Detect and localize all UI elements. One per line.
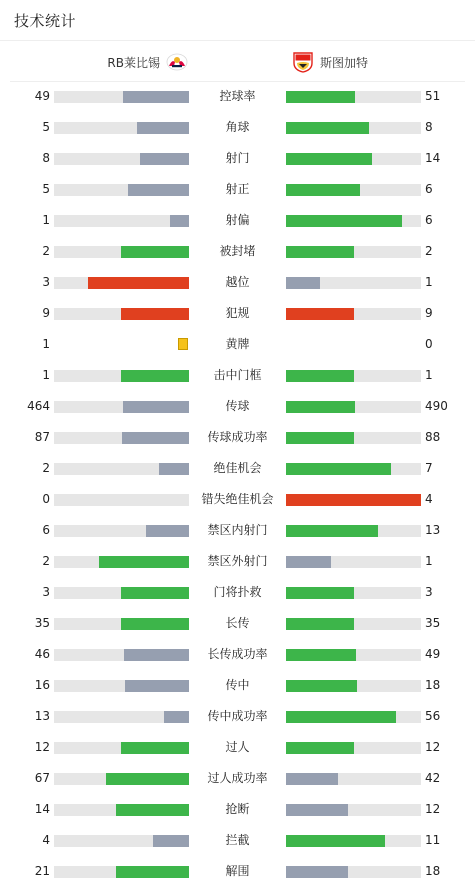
away-value: 49 (425, 647, 441, 661)
stat-row (0, 825, 475, 856)
home-bar-track (54, 463, 189, 475)
home-bar-fill (124, 649, 189, 661)
home-bar-track (54, 277, 189, 289)
home-value: 1 (42, 368, 50, 382)
away-bar-fill (286, 525, 378, 537)
home-bar-fill (146, 525, 189, 537)
away-value: 7 (425, 461, 433, 475)
home-value: 2 (42, 461, 50, 475)
away-value: 1 (425, 554, 433, 568)
home-bar-fill (137, 122, 189, 134)
away-bar-track (286, 556, 421, 568)
away-team-name: 斯图加特 (320, 55, 369, 70)
stat-row (0, 81, 475, 112)
stat-label: 过人 (225, 740, 250, 754)
home-bar-track (54, 432, 189, 444)
stat-row (0, 236, 475, 267)
stat-row (0, 608, 475, 639)
home-value: 4 (42, 833, 50, 847)
stat-row (0, 763, 475, 794)
stat-label: 过人成功率 (207, 771, 268, 785)
home-value: 5 (42, 120, 50, 134)
away-bar-track (286, 432, 421, 444)
away-bar-fill (286, 804, 348, 816)
home-bar-fill (123, 401, 189, 413)
home-value: 14 (34, 802, 50, 816)
away-bar-track (286, 773, 421, 785)
yellow-card-icon (178, 338, 188, 350)
away-bar-track (286, 215, 421, 227)
stat-row (0, 732, 475, 763)
home-bar-fill (116, 866, 189, 878)
home-value: 2 (42, 244, 50, 258)
away-bar-fill (286, 835, 385, 847)
home-bar-fill (121, 370, 189, 382)
away-value: 88 (425, 430, 441, 444)
away-value: 6 (425, 213, 433, 227)
away-value: 8 (425, 120, 433, 134)
stat-label: 控球率 (219, 89, 256, 103)
home-bar-track (54, 184, 189, 196)
stat-row (0, 794, 475, 825)
home-bar-track (54, 91, 189, 103)
home-value: 1 (42, 337, 50, 351)
away-value: 11 (425, 833, 441, 847)
away-bar-fill (286, 153, 372, 165)
home-bar-fill (140, 153, 189, 165)
stat-row (0, 267, 475, 298)
stat-row (0, 174, 475, 205)
stat-label: 被封堵 (219, 244, 256, 258)
home-value: 3 (42, 275, 50, 289)
home-bar-fill (164, 711, 189, 723)
home-bar-track (54, 773, 189, 785)
stat-label: 角球 (225, 120, 250, 134)
away-bar-fill (286, 463, 391, 475)
home-bar-fill (159, 463, 189, 475)
stat-label: 禁区外射门 (207, 554, 268, 568)
away-bar-track (286, 494, 421, 506)
away-value: 12 (425, 802, 441, 816)
home-bar-fill (121, 587, 189, 599)
away-bar-track (286, 308, 421, 320)
away-value: 18 (425, 678, 441, 692)
stat-row (0, 422, 475, 453)
away-bar-track (286, 587, 421, 599)
stat-row (0, 515, 475, 546)
home-bar-fill (123, 91, 189, 103)
home-bar-track (54, 866, 189, 878)
home-bar-track (54, 556, 189, 568)
home-value: 1 (42, 213, 50, 227)
section-header (0, 0, 475, 41)
away-value: 42 (425, 771, 441, 785)
away-value: 51 (425, 89, 441, 103)
away-bar-fill (286, 711, 396, 723)
stat-label: 黄牌 (225, 337, 250, 351)
stat-label: 射正 (225, 182, 250, 196)
stat-row (0, 329, 475, 360)
away-bar-fill (286, 649, 356, 661)
away-value: 56 (425, 709, 441, 723)
stat-label: 射偏 (225, 213, 250, 227)
away-bar-track (286, 122, 421, 134)
away-value: 14 (425, 151, 441, 165)
home-bar-fill (128, 184, 189, 196)
home-bar-fill (106, 773, 189, 785)
stat-row (0, 639, 475, 670)
away-value: 35 (425, 616, 441, 630)
away-bar-track (286, 711, 421, 723)
away-bar-fill (286, 122, 369, 134)
away-bar-fill (286, 215, 402, 227)
stat-row (0, 453, 475, 484)
home-bar-fill (116, 804, 189, 816)
stat-label: 传球成功率 (207, 430, 268, 444)
stat-label: 犯规 (225, 306, 250, 320)
home-bar-track (54, 649, 189, 661)
home-bar-fill (122, 432, 189, 444)
stat-label: 抢断 (225, 802, 250, 816)
stat-label: 绝佳机会 (213, 461, 262, 475)
away-bar-track (286, 246, 421, 258)
home-bar-track (54, 742, 189, 754)
away-bar-track (286, 91, 421, 103)
away-team[interactable] (292, 51, 368, 73)
away-bar-track (286, 401, 421, 413)
away-value: 18 (425, 864, 441, 878)
stat-label: 击中门框 (213, 368, 262, 382)
stat-row (0, 391, 475, 422)
stat-label: 长传成功率 (207, 647, 268, 661)
home-value: 12 (34, 740, 50, 754)
stat-label: 门将扑救 (213, 585, 262, 599)
away-bar-track (286, 525, 421, 537)
away-bar-fill (286, 277, 320, 289)
away-bar-track (286, 370, 421, 382)
stat-label: 传中成功率 (207, 709, 268, 723)
away-value: 6 (425, 182, 433, 196)
away-bar-track (286, 277, 421, 289)
away-value: 0 (425, 337, 433, 351)
home-value: 46 (34, 647, 50, 661)
teams-header (10, 41, 465, 82)
away-bar-fill (286, 432, 354, 444)
away-value: 13 (425, 523, 441, 537)
away-bar-fill (286, 556, 331, 568)
away-bar-fill (286, 742, 354, 754)
section-title: 技术统计 (14, 12, 77, 30)
home-bar-track (54, 835, 189, 847)
away-bar-fill (286, 773, 338, 785)
away-value: 9 (425, 306, 433, 320)
stat-row (0, 546, 475, 577)
home-bar-fill (121, 742, 189, 754)
home-bar-track (54, 680, 189, 692)
away-bar-fill (286, 494, 421, 506)
home-bar-track (54, 215, 189, 227)
home-bar-fill (121, 308, 189, 320)
stat-row (0, 143, 475, 174)
home-value: 67 (34, 771, 50, 785)
home-value: 9 (42, 306, 50, 320)
away-bar-track (286, 618, 421, 630)
home-bar-fill (121, 618, 189, 630)
stat-row (0, 856, 475, 887)
home-value: 87 (34, 430, 50, 444)
vfb-stuttgart-logo-icon (292, 51, 314, 73)
stats-list (0, 81, 475, 887)
away-bar-track (286, 153, 421, 165)
away-bar-track (286, 835, 421, 847)
stat-row (0, 577, 475, 608)
home-bar-fill (99, 556, 189, 568)
away-value: 2 (425, 244, 433, 258)
stat-label: 射门 (225, 151, 250, 165)
home-bar-track (54, 153, 189, 165)
home-bar-track (54, 246, 189, 258)
home-value: 5 (42, 182, 50, 196)
stat-label: 长传 (225, 616, 250, 630)
away-bar-fill (286, 184, 360, 196)
stat-label: 传中 (225, 678, 250, 692)
home-value: 6 (42, 523, 50, 537)
stat-row (0, 484, 475, 515)
stat-row (0, 205, 475, 236)
home-bar-fill (170, 215, 189, 227)
away-value: 3 (425, 585, 433, 599)
home-bar-track (54, 401, 189, 413)
stat-label: 解围 (225, 864, 250, 878)
home-value: 49 (34, 89, 50, 103)
home-value: 21 (34, 864, 50, 878)
home-value: 35 (34, 616, 50, 630)
stat-label: 拦截 (225, 833, 250, 847)
stat-label: 越位 (225, 275, 250, 289)
away-bar-track (286, 866, 421, 878)
stat-row (0, 360, 475, 391)
away-bar-fill (286, 680, 357, 692)
away-value: 1 (425, 368, 433, 382)
home-value: 16 (34, 678, 50, 692)
away-bar-track (286, 742, 421, 754)
home-bar-track (54, 804, 189, 816)
home-bar-track (54, 122, 189, 134)
away-bar-track (286, 463, 421, 475)
home-bar-track (54, 618, 189, 630)
away-value: 490 (425, 399, 448, 413)
away-value: 4 (425, 492, 433, 506)
away-bar-fill (286, 308, 354, 320)
away-bar-track (286, 184, 421, 196)
home-value: 0 (42, 492, 50, 506)
rb-leipzig-logo-icon (166, 51, 188, 73)
home-bar-fill (153, 835, 189, 847)
home-value: 464 (27, 399, 50, 413)
home-value: 8 (42, 151, 50, 165)
away-bar-fill (286, 370, 354, 382)
away-value: 12 (425, 740, 441, 754)
stat-row (0, 298, 475, 329)
stat-row (0, 670, 475, 701)
stat-label: 错失绝佳机会 (201, 492, 274, 506)
home-value: 13 (34, 709, 50, 723)
away-bar-fill (286, 246, 354, 258)
stat-label: 禁区内射门 (207, 523, 268, 537)
home-bar-track (54, 308, 189, 320)
home-bar-track (54, 711, 189, 723)
home-value: 2 (42, 554, 50, 568)
away-bar-track (286, 649, 421, 661)
away-bar-fill (286, 401, 355, 413)
stat-row (0, 701, 475, 732)
away-bar-fill (286, 866, 348, 878)
home-bar-track (54, 525, 189, 537)
home-bar-track (54, 370, 189, 382)
home-bar-track (54, 494, 189, 506)
home-team[interactable] (107, 51, 188, 73)
stat-label: 传球 (225, 399, 250, 413)
home-value: 3 (42, 585, 50, 599)
home-bar-fill (88, 277, 189, 289)
away-bar-track (286, 680, 421, 692)
home-bar-fill (125, 680, 189, 692)
away-bar-fill (286, 618, 354, 630)
home-bar-track (54, 587, 189, 599)
home-bar-fill (121, 246, 189, 258)
away-bar-fill (286, 91, 355, 103)
away-bar-track (286, 804, 421, 816)
stat-row (0, 112, 475, 143)
away-bar-fill (286, 587, 354, 599)
away-value: 1 (425, 275, 433, 289)
home-team-name: RB莱比锡 (107, 55, 160, 70)
